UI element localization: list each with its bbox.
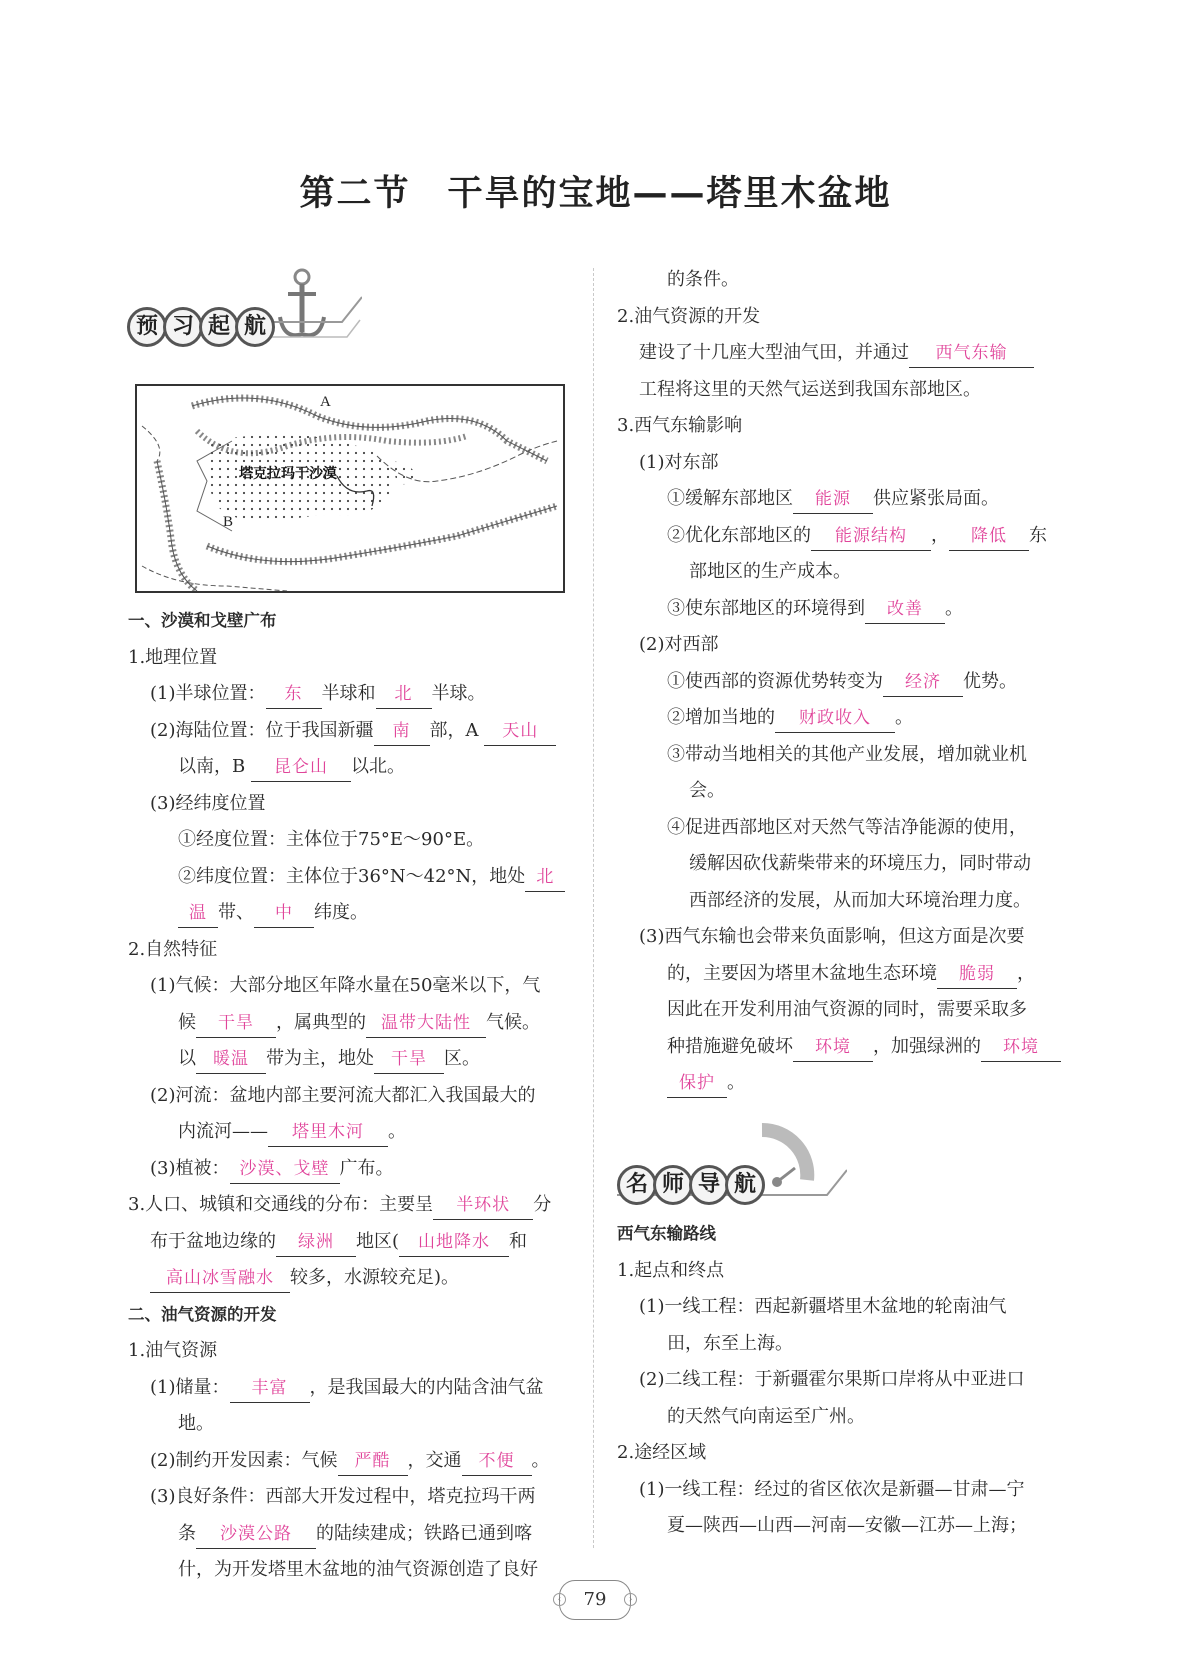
- answer-blank[interactable]: 财政收入: [775, 704, 895, 733]
- text-span: 优势。: [963, 670, 1017, 692]
- answer-blank[interactable]: 高山冰雪融水: [150, 1264, 290, 1293]
- text-line: [617, 627, 1061, 664]
- text-span: 部，A: [429, 719, 485, 741]
- answer-blank[interactable]: 西气东输: [909, 339, 1034, 368]
- answer-blank[interactable]: 降低: [949, 522, 1029, 551]
- answer-blank[interactable]: 丰富: [230, 1374, 310, 1403]
- text-span: 较多，水源较充足)。: [290, 1267, 460, 1288]
- answer-blank[interactable]: 天山: [484, 717, 556, 746]
- answer-blank[interactable]: 北: [525, 863, 565, 892]
- answer-blank[interactable]: 不便: [462, 1447, 532, 1476]
- text-span: 带为主，地处: [266, 1048, 374, 1069]
- text-line: [128, 676, 565, 713]
- text-span: 。: [388, 1121, 406, 1142]
- text-line: [128, 1552, 565, 1589]
- answer-blank[interactable]: 绿洲: [276, 1228, 356, 1257]
- text-span: 部地区的生产成本。: [689, 561, 851, 582]
- text-line: [617, 773, 1061, 810]
- right-column-top: [617, 262, 1061, 1102]
- text-span: 。: [727, 1072, 745, 1093]
- text-span: 供应紧张局面。: [873, 488, 999, 509]
- text-span: 东: [1029, 524, 1047, 546]
- prev-arrow-icon: ‹: [553, 1593, 566, 1606]
- section-heading: [128, 603, 565, 640]
- answer-blank[interactable]: 南: [374, 717, 430, 746]
- answer-blank[interactable]: 温: [178, 899, 218, 928]
- text-span: ②纬度位置：主体位于36°N～42°N，地处: [178, 865, 526, 887]
- answer-blank[interactable]: 半环状: [433, 1191, 533, 1220]
- text-span: 区。: [444, 1048, 480, 1069]
- text-span: 半球。: [431, 683, 486, 704]
- tarim-basin-map: [135, 384, 565, 593]
- text-line: [617, 372, 1061, 409]
- text-span: 分: [533, 1194, 552, 1215]
- text-line: [128, 1005, 565, 1042]
- text-span: 。: [945, 597, 963, 619]
- answer-blank[interactable]: 经济: [883, 668, 963, 697]
- text-span: 。: [531, 1449, 550, 1471]
- text-line: [128, 1479, 565, 1516]
- text-line: [128, 713, 565, 750]
- text-span: ①缓解东部地区: [667, 488, 793, 509]
- text-span: ④促进西部地区对天然气等洁净能源的使用，: [667, 816, 1027, 838]
- text-line: [617, 518, 1061, 555]
- answer-blank[interactable]: 干旱: [196, 1009, 276, 1038]
- text-line: [617, 1029, 1061, 1066]
- answer-blank[interactable]: 能源结构: [811, 522, 931, 551]
- answer-blank[interactable]: 严酷: [338, 1447, 408, 1476]
- page-number: 79: [583, 1589, 607, 1610]
- text-line: [617, 883, 1061, 920]
- text-line: [617, 554, 1061, 591]
- text-span: 条: [178, 1522, 196, 1544]
- text-line: [617, 262, 1061, 299]
- map-label-a: A: [320, 394, 331, 410]
- preview-badge: [127, 262, 362, 352]
- text-span: 3.人口、城镇和交通线的分布：主要呈: [128, 1194, 434, 1215]
- text-span: 夏—陕西—山西—河南—安徽—江苏—上海；: [667, 1515, 1027, 1536]
- text-line: [128, 749, 565, 786]
- text-line: [617, 1399, 1027, 1436]
- text-span: 会。: [689, 780, 725, 801]
- text-line: [128, 859, 565, 896]
- text-line: [617, 591, 1061, 628]
- text-span: 1.油气资源: [128, 1340, 218, 1361]
- text-span: 2.自然特征: [128, 938, 218, 960]
- text-line: [128, 1078, 565, 1115]
- text-span: (3)良好条件：西部大开发过程中，塔克拉玛干两: [150, 1486, 536, 1507]
- text-span: 1.地理位置: [128, 646, 218, 668]
- text-line: [617, 1289, 1027, 1326]
- next-arrow-icon: ›: [624, 1593, 637, 1606]
- text-span: (2)河流：盆地内部主要河流大都汇入我国最大的: [150, 1084, 536, 1106]
- answer-blank[interactable]: 温带大陆性: [366, 1009, 486, 1038]
- text-span: 2.途经区域: [617, 1442, 707, 1463]
- text-line: [128, 1260, 565, 1297]
- text-span: 种措施避免破坏: [667, 1035, 793, 1057]
- text-span: 二、油气资源的开发: [128, 1304, 277, 1324]
- text-line: [617, 335, 1061, 372]
- answer-blank[interactable]: 脆弱: [937, 960, 1017, 989]
- answer-blank[interactable]: 昆仑山: [251, 753, 351, 782]
- map-label-b: B: [223, 514, 234, 530]
- text-span: (1)对东部: [639, 451, 719, 473]
- text-line: [617, 1472, 1027, 1509]
- badge-char: 航: [235, 307, 275, 347]
- text-span: 以北。: [350, 756, 405, 777]
- answer-blank[interactable]: 环境: [981, 1033, 1061, 1062]
- text-line: [128, 1516, 565, 1553]
- answer-blank[interactable]: 北: [376, 680, 432, 709]
- text-span: 带、: [218, 902, 254, 923]
- text-span: 2.油气资源的开发: [617, 305, 761, 327]
- left-column: [128, 603, 565, 1589]
- text-span: 一、沙漠和戈壁广布: [128, 611, 277, 630]
- text-span: (2)对西部: [639, 634, 719, 655]
- text-span: 的，主要因为塔里木盆地生态环境: [667, 962, 937, 984]
- text-span: ，属典型的: [276, 1011, 366, 1033]
- text-span: ，是我国最大的内陆含油气盆: [309, 1376, 544, 1398]
- text-line: [617, 1508, 1027, 1545]
- answer-blank[interactable]: 中: [254, 899, 314, 928]
- text-line: [128, 640, 565, 677]
- text-line: [128, 1041, 565, 1078]
- answer-blank[interactable]: 山地降水: [399, 1228, 509, 1257]
- text-line: [128, 1114, 565, 1151]
- text-span: (2)制约开发因素：气候: [150, 1449, 338, 1471]
- text-span: 的陆续建成；铁路已通到喀: [316, 1522, 532, 1544]
- page-number-box: [559, 1580, 631, 1620]
- text-span: (3)植被：: [150, 1157, 230, 1179]
- text-line: [617, 408, 1061, 445]
- badge-char: 预: [127, 307, 167, 347]
- badge-char: 名: [617, 1165, 657, 1205]
- text-span: ，: [1017, 962, 1035, 984]
- text-span: 田，东至上海。: [667, 1332, 793, 1354]
- badge-char: 航: [725, 1165, 765, 1205]
- text-span: 3.西气东输影响: [617, 415, 743, 436]
- answer-blank[interactable]: 干旱: [374, 1045, 444, 1074]
- section-heading: [617, 1216, 1027, 1253]
- text-span: (1)储量：: [150, 1376, 230, 1398]
- text-line: [128, 932, 565, 969]
- text-span: (3)西气东输也会带来负面影响，但这方面是次要: [639, 926, 1025, 947]
- text-span: 地。: [178, 1413, 214, 1434]
- answer-blank[interactable]: 沙漠公路: [196, 1520, 316, 1549]
- text-span: 候: [178, 1011, 196, 1033]
- text-span: 的条件。: [667, 269, 739, 290]
- text-line: [128, 1443, 565, 1480]
- answer-blank[interactable]: 改善: [865, 595, 945, 624]
- text-line: [617, 846, 1061, 883]
- text-span: (2)二线工程：于新疆霍尔果斯口岸将从中亚进口: [639, 1369, 1025, 1390]
- answer-blank[interactable]: 塔里木河: [268, 1118, 388, 1147]
- badge-char: 习: [163, 307, 203, 347]
- text-line: [617, 1435, 1027, 1472]
- text-line: [617, 1253, 1027, 1290]
- text-span: ，加强绿洲的: [873, 1035, 981, 1057]
- text-span: 布于盆地边缘的: [150, 1230, 276, 1252]
- answer-blank[interactable]: 能源: [793, 485, 873, 514]
- badge-char: 师: [653, 1165, 693, 1205]
- right-column-bottom: [617, 1216, 1027, 1545]
- text-span: (1)一线工程：经过的省区依次是新疆—甘肃—宁: [639, 1478, 1025, 1500]
- text-line: [128, 968, 565, 1005]
- text-line: [128, 822, 565, 859]
- text-span: ③带动当地相关的其他产业发展，增加就业机: [667, 743, 1027, 765]
- text-span: 西气东输路线: [617, 1224, 716, 1243]
- text-line: [617, 445, 1061, 482]
- text-span: 建设了十几座大型油气田，并通过: [639, 342, 909, 363]
- text-span: 因此在开发利用油气资源的同时，需要采取多: [667, 999, 1027, 1020]
- badge-char: 导: [689, 1165, 729, 1205]
- text-line: [128, 1370, 565, 1407]
- text-line: [617, 810, 1061, 847]
- text-line: [617, 1362, 1027, 1399]
- text-line: [128, 1224, 565, 1261]
- text-line: [128, 1187, 565, 1224]
- text-span: 半球和: [321, 683, 376, 704]
- text-span: (1)气候：大部分地区年降水量在50毫米以下，气: [150, 975, 541, 996]
- text-line: [617, 737, 1061, 774]
- text-line: [617, 481, 1061, 518]
- text-line: [128, 1406, 565, 1443]
- text-span: ③使东部地区的环境得到: [667, 597, 865, 619]
- text-span: 气候。: [486, 1011, 540, 1033]
- text-span: 和: [509, 1230, 528, 1252]
- text-span: 缓解因砍伐薪柴带来的环境压力，同时带动: [689, 853, 1031, 874]
- text-span: ①经度位置：主体位于75°E～90°E。: [178, 829, 485, 850]
- text-span: ②增加当地的: [667, 707, 775, 728]
- text-span: 以南，B: [178, 756, 251, 777]
- text-span: 。: [895, 707, 913, 728]
- text-line: [128, 1333, 565, 1370]
- text-line: [617, 1326, 1027, 1363]
- section-heading: [128, 1297, 565, 1334]
- text-span: 1.起点和终点: [617, 1259, 725, 1281]
- text-span: ①使西部的资源优势转变为: [667, 670, 883, 692]
- page-title: 第二节 干旱的宝地——塔里木盆地: [299, 174, 892, 214]
- text-span: (1)一线工程：西起新疆塔里木盆地的轮南油气: [639, 1296, 1007, 1317]
- text-span: (3)经纬度位置: [150, 792, 266, 814]
- text-span: 纬度。: [314, 902, 368, 923]
- text-line: [128, 895, 565, 932]
- anchor-icon: [272, 262, 362, 352]
- text-line: [128, 1151, 565, 1188]
- text-line: [617, 919, 1061, 956]
- answer-blank[interactable]: 暖温: [196, 1045, 266, 1074]
- answer-blank[interactable]: 环境: [793, 1033, 873, 1062]
- text-line: [617, 1065, 1061, 1102]
- text-line: [617, 700, 1061, 737]
- text-line: [617, 956, 1061, 993]
- text-span: 地区(: [356, 1230, 400, 1252]
- text-span: 内流河——: [178, 1121, 268, 1142]
- text-line: [617, 299, 1061, 336]
- column-divider: [593, 268, 594, 1548]
- text-line: [617, 992, 1061, 1029]
- text-span: ，交通: [407, 1449, 462, 1471]
- answer-blank[interactable]: 沙漠、戈壁: [230, 1155, 340, 1184]
- text-span: 什，为开发塔里木盆地的油气资源创造了良好: [178, 1559, 538, 1580]
- text-span: 以: [178, 1048, 196, 1069]
- text-span: (1)半球位置：: [150, 683, 266, 704]
- map-desert-label: 塔克拉玛干沙漠: [239, 466, 337, 482]
- text-line: [617, 664, 1061, 701]
- text-span: ，: [931, 524, 949, 546]
- text-span: (2)海陆位置：位于我国新疆: [150, 719, 374, 741]
- answer-blank[interactable]: 东: [266, 680, 322, 709]
- text-span: 工程将这里的天然气运送到我国东部地区。: [639, 378, 981, 400]
- text-span: 西部经济的发展，从而加大环境治理力度。: [689, 889, 1031, 911]
- teacher-badge: [617, 1120, 852, 1210]
- text-line: [128, 786, 565, 823]
- text-span: ②优化东部地区的: [667, 524, 811, 546]
- text-span: 广布。: [339, 1157, 394, 1179]
- badge-char: 起: [199, 307, 239, 347]
- answer-blank[interactable]: 保护: [667, 1069, 727, 1098]
- text-span: 的天然气向南运至广州。: [667, 1405, 865, 1427]
